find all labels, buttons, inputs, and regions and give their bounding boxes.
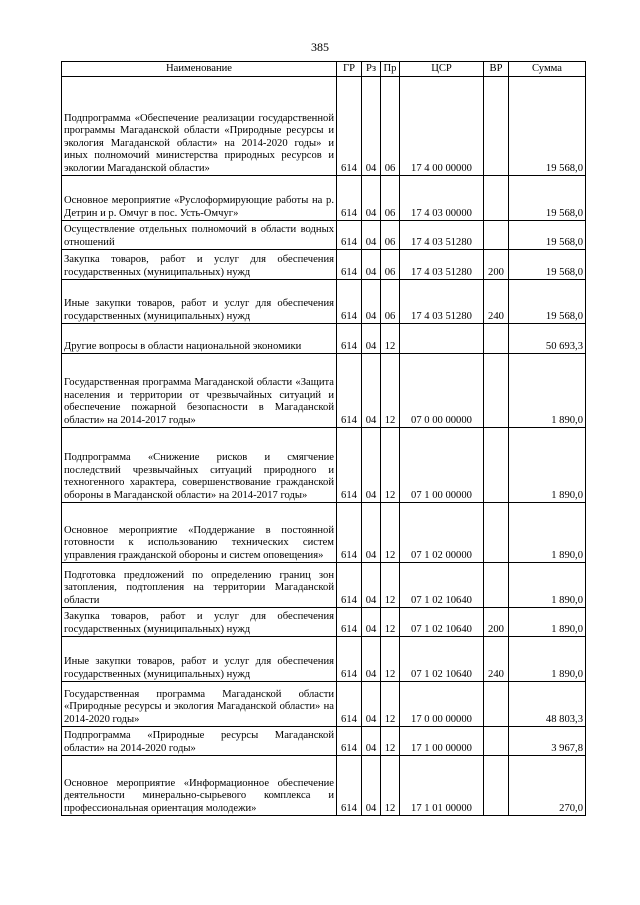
header-pr: Пр	[381, 62, 400, 77]
row-csr	[400, 324, 484, 354]
header-name: Наименование	[62, 62, 337, 77]
row-rz: 04	[362, 354, 381, 428]
row-gr: 614	[337, 280, 362, 324]
row-name: Закупка товаров, работ и услуг для обеспечения государственных (муниципальных) нужд	[62, 250, 337, 280]
row-name: Подготовка предложений по определению границ зон затопления, подтопления на территории Магаданской области	[62, 563, 337, 608]
row-rz: 04	[362, 637, 381, 682]
row-sum: 50 693,3	[509, 324, 586, 354]
table-row	[62, 428, 586, 503]
budget-table	[61, 61, 586, 816]
row-gr: 614	[337, 354, 362, 428]
row-pr: 06	[381, 250, 400, 280]
row-sum: 19 568,0	[509, 250, 586, 280]
row-sum: 48 803,3	[509, 682, 586, 727]
row-vr: 240	[484, 637, 509, 682]
row-name: Государственная программа Магаданской области «Природные ресурсы и экология Магаданской области» на 2014-2020 годы»	[62, 682, 337, 727]
row-rz: 04	[362, 324, 381, 354]
header-csr: ЦСР	[400, 62, 484, 77]
row-pr: 06	[381, 280, 400, 324]
row-rz: 04	[362, 428, 381, 503]
header-vr: ВР	[484, 62, 509, 77]
row-pr: 06	[381, 221, 400, 250]
row-csr: 17 4 03 51280	[400, 221, 484, 250]
row-sum: 1 890,0	[509, 563, 586, 608]
row-pr: 06	[381, 77, 400, 176]
table-row	[62, 727, 586, 756]
table-row	[62, 176, 586, 221]
table-row	[62, 221, 586, 250]
row-csr: 17 1 00 00000	[400, 727, 484, 756]
header-gr: ГР	[337, 62, 362, 77]
table-row	[62, 682, 586, 727]
row-pr: 12	[381, 563, 400, 608]
row-gr: 614	[337, 563, 362, 608]
row-vr	[484, 727, 509, 756]
row-csr: 17 4 00 00000	[400, 77, 484, 176]
table-row	[62, 280, 586, 324]
row-gr: 614	[337, 682, 362, 727]
row-name: Государственная программа Магаданской области «Защита населения и территории от чрезвычайных ситуаций и обеспечение пожарной безопасности в Магаданской области» на 2014-2017 годы»	[62, 354, 337, 428]
row-vr	[484, 221, 509, 250]
row-name: Иные закупки товаров, работ и услуг для обеспечения государственных (муниципальных) нужд	[62, 280, 337, 324]
header-sum: Сумма	[509, 62, 586, 77]
row-name: Основное мероприятие «Руслоформирующие работы на р. Детрин и р. Омчуг в пос. Усть-Омчуг»	[62, 176, 337, 221]
row-rz: 04	[362, 176, 381, 221]
row-sum: 3 967,8	[509, 727, 586, 756]
row-gr: 614	[337, 324, 362, 354]
row-gr: 614	[337, 503, 362, 563]
row-sum: 1 890,0	[509, 428, 586, 503]
row-sum: 1 890,0	[509, 354, 586, 428]
row-gr: 614	[337, 77, 362, 176]
row-pr: 12	[381, 428, 400, 503]
row-vr	[484, 77, 509, 176]
row-name: Иные закупки товаров, работ и услуг для обеспечения государственных (муниципальных) нужд	[62, 637, 337, 682]
row-vr	[484, 324, 509, 354]
row-vr	[484, 428, 509, 503]
row-csr: 07 1 02 00000	[400, 503, 484, 563]
header-rz: Рз	[362, 62, 381, 77]
row-sum: 19 568,0	[509, 176, 586, 221]
row-sum: 270,0	[509, 756, 586, 816]
row-gr: 614	[337, 176, 362, 221]
row-pr: 12	[381, 637, 400, 682]
row-rz: 04	[362, 221, 381, 250]
row-gr: 614	[337, 608, 362, 637]
row-gr: 614	[337, 428, 362, 503]
row-vr: 200	[484, 608, 509, 637]
row-vr	[484, 176, 509, 221]
row-name: Основное мероприятие «Поддержание в постоянной готовности к использованию технических систем управления гражданской обороны и систем оповещения»	[62, 503, 337, 563]
row-rz: 04	[362, 756, 381, 816]
row-vr	[484, 682, 509, 727]
page-number: 385	[311, 40, 329, 54]
row-rz: 04	[362, 727, 381, 756]
row-pr: 12	[381, 756, 400, 816]
row-rz: 04	[362, 608, 381, 637]
row-sum: 19 568,0	[509, 77, 586, 176]
row-name: Подпрограмма «Природные ресурсы Магаданской области» на 2014-2020 годы»	[62, 727, 337, 756]
row-pr: 12	[381, 727, 400, 756]
table-row	[62, 77, 586, 176]
row-rz: 04	[362, 682, 381, 727]
row-rz: 04	[362, 563, 381, 608]
table-row	[62, 637, 586, 682]
row-vr	[484, 756, 509, 816]
row-vr: 240	[484, 280, 509, 324]
table-row	[62, 563, 586, 608]
row-pr: 12	[381, 324, 400, 354]
row-vr: 200	[484, 250, 509, 280]
row-rz: 04	[362, 250, 381, 280]
row-sum: 1 890,0	[509, 637, 586, 682]
row-name: Подпрограмма «Обеспечение реализации государственной программы Магаданской области «Природные ресурсы и экология Магаданской области» на 2014-2020 годы» и иных полномочий министерства природных ресурсов и экологии Магаданской области»	[62, 77, 337, 176]
row-pr: 12	[381, 503, 400, 563]
table-row	[62, 250, 586, 280]
row-name: Закупка товаров, работ и услуг для обеспечения государственных (муниципальных) нужд	[62, 608, 337, 637]
row-vr	[484, 563, 509, 608]
row-sum: 1 890,0	[509, 608, 586, 637]
table-row	[62, 503, 586, 563]
row-csr: 17 4 03 00000	[400, 176, 484, 221]
table-row	[62, 324, 586, 354]
row-gr: 614	[337, 221, 362, 250]
row-gr: 614	[337, 727, 362, 756]
row-csr: 17 0 00 00000	[400, 682, 484, 727]
row-pr: 12	[381, 682, 400, 727]
row-name: Осуществление отдельных полномочий в области водных отношений	[62, 221, 337, 250]
row-csr: 07 0 00 00000	[400, 354, 484, 428]
row-sum: 19 568,0	[509, 280, 586, 324]
row-name: Основное мероприятие «Информационное обеспечение деятельности минерально-сырьевого комплекса и профессиональная ориентация молодежи»	[62, 756, 337, 816]
row-csr: 17 4 03 51280	[400, 250, 484, 280]
row-csr: 07 1 02 10640	[400, 637, 484, 682]
table-row	[62, 608, 586, 637]
row-sum: 1 890,0	[509, 503, 586, 563]
row-csr: 07 1 02 10640	[400, 608, 484, 637]
row-sum: 19 568,0	[509, 221, 586, 250]
table-row	[62, 354, 586, 428]
row-rz: 04	[362, 77, 381, 176]
row-vr	[484, 354, 509, 428]
row-rz: 04	[362, 280, 381, 324]
row-pr: 12	[381, 354, 400, 428]
row-pr: 06	[381, 176, 400, 221]
table-row	[62, 756, 586, 816]
row-csr: 07 1 02 10640	[400, 563, 484, 608]
header-row	[62, 62, 586, 77]
row-rz: 04	[362, 503, 381, 563]
row-gr: 614	[337, 756, 362, 816]
row-gr: 614	[337, 637, 362, 682]
row-name: Подпрограмма «Снижение рисков и смягчение последствий чрезвычайных ситуаций природного и техногенного характера, совершенствование гражданской обороны в Магаданской области» на 2014-2017 годы»	[62, 428, 337, 503]
row-pr: 12	[381, 608, 400, 637]
row-csr: 17 4 03 51280	[400, 280, 484, 324]
row-vr	[484, 503, 509, 563]
row-name: Другие вопросы в области национальной экономики	[62, 324, 337, 354]
row-csr: 17 1 01 00000	[400, 756, 484, 816]
row-gr: 614	[337, 250, 362, 280]
row-csr: 07 1 00 00000	[400, 428, 484, 503]
